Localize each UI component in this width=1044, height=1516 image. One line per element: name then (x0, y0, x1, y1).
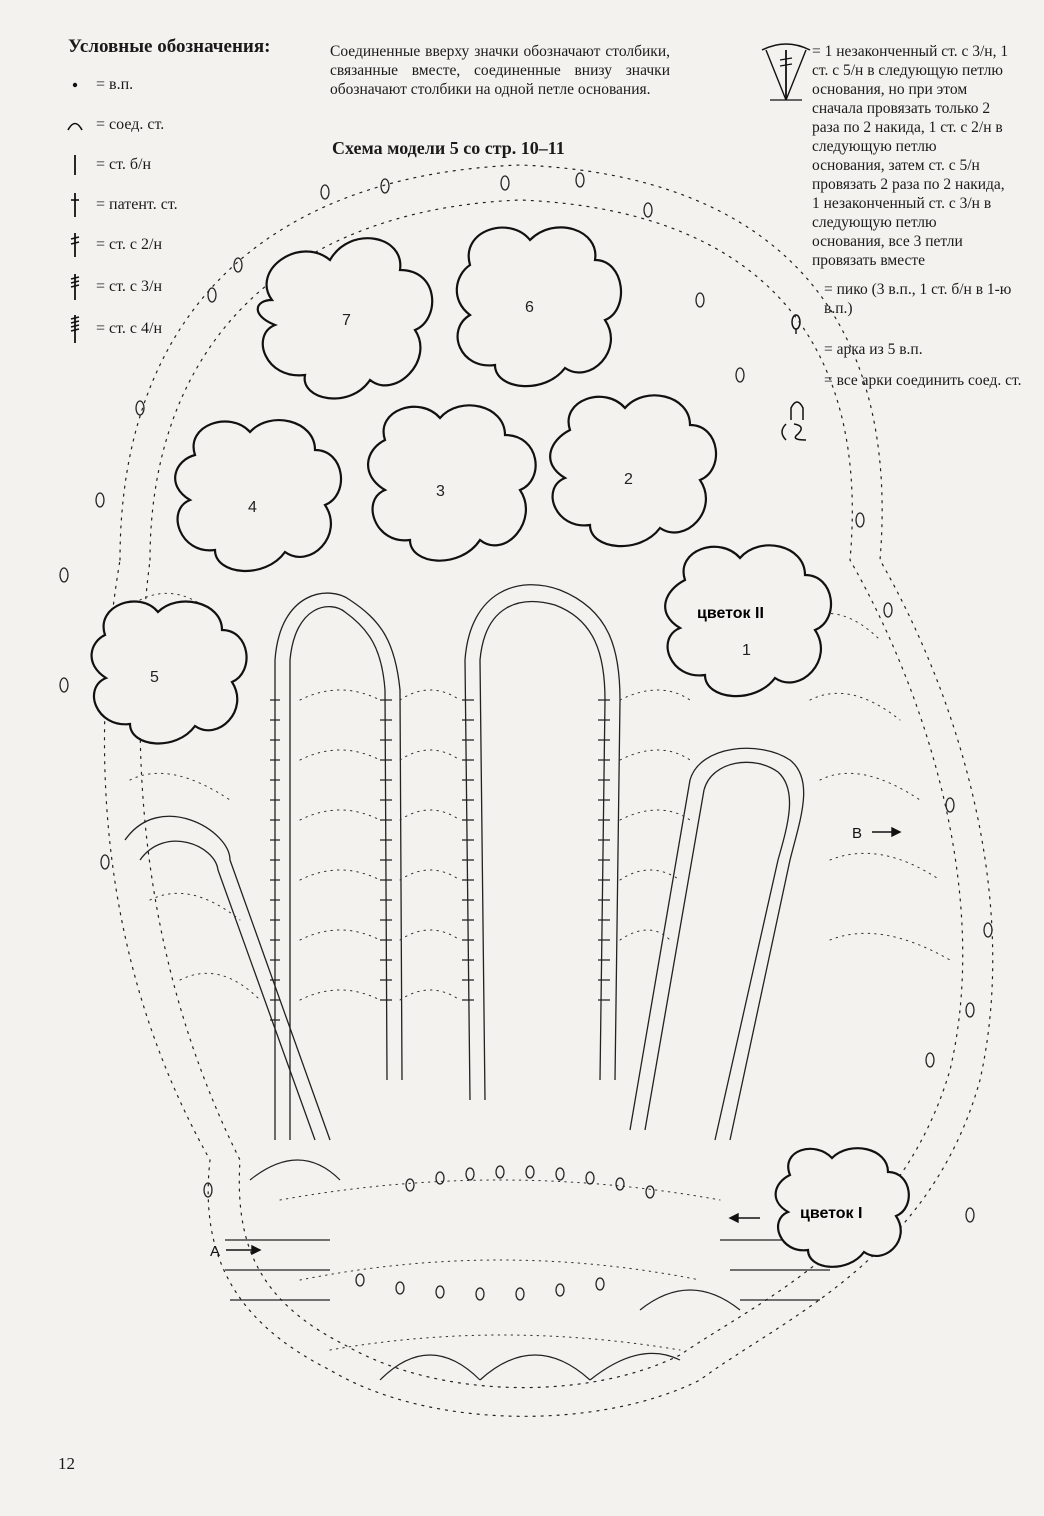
flower-number-3: 3 (436, 483, 445, 500)
flower-6 (457, 227, 621, 386)
schema-title: Схема модели 5 со стр. 10–11 (332, 138, 565, 158)
cluster-description: = 1 незаконченный ст. с 3/н, 1 ст. с 5/н в следующую петлю основания, но при этом сначала провязать только 2 раза по 2 накида, 1 ст. с 2/н в следующую петлю основания, затем ст. с 5/н провязать 2 раза по 2 накида, 1 незаконченный ст. с 3/н в следующую петлю основания, все 3 петли провязать вместе (812, 43, 1009, 269)
legend-label: = патент. ст. (96, 196, 178, 213)
flower-number-2: 2 (624, 471, 633, 488)
marker-a (210, 1243, 260, 1260)
flower-number-1: 1 (742, 642, 751, 659)
join-description: = все арки соединить соед. ст. (824, 372, 1022, 389)
flower-4 (175, 420, 341, 571)
legend-title: Условные обозначения: (68, 36, 271, 57)
marker-b (852, 825, 900, 842)
marker-b-label: В (852, 825, 863, 842)
flower-5 (92, 602, 247, 744)
flower-2 (550, 395, 716, 546)
marker-a-label: А (210, 1243, 221, 1260)
rim-picots (356, 1166, 654, 1300)
flower-label-ii: цветок II (697, 605, 764, 622)
flower-number-6: 6 (525, 299, 534, 316)
arch-description: = арка из 5 в.п. (824, 341, 923, 358)
bottom-fans (225, 1160, 840, 1380)
legend-label: = соед. ст. (96, 116, 165, 133)
flower-number-5: 5 (150, 669, 159, 686)
legend-label: = в.п. (96, 76, 134, 93)
legend-note: Соединенные вверху значки обозначают столбики, связанные вместе, соединенные внизу значки обозначают столбики на одной петле основания. (330, 43, 670, 98)
picot-description: = пико (3 в.п., 1 ст. б/н в 1-ю в.п.) (824, 281, 1012, 317)
page-number: 12 (58, 1454, 75, 1473)
legend-label: = ст. с 2/н (96, 236, 163, 253)
flower-number-4: 4 (248, 499, 257, 516)
legend-label: = ст. б/н (96, 156, 152, 173)
legend-label: = ст. с 3/н (96, 278, 163, 295)
flower-number-7: 7 (342, 312, 351, 329)
flower-label-i: цветок I (800, 1205, 863, 1222)
stitch-ticks (270, 700, 610, 1020)
legend-label: = ст. с 4/н (96, 320, 163, 337)
marker-arrow (730, 1214, 760, 1222)
flower-3 (368, 405, 536, 560)
